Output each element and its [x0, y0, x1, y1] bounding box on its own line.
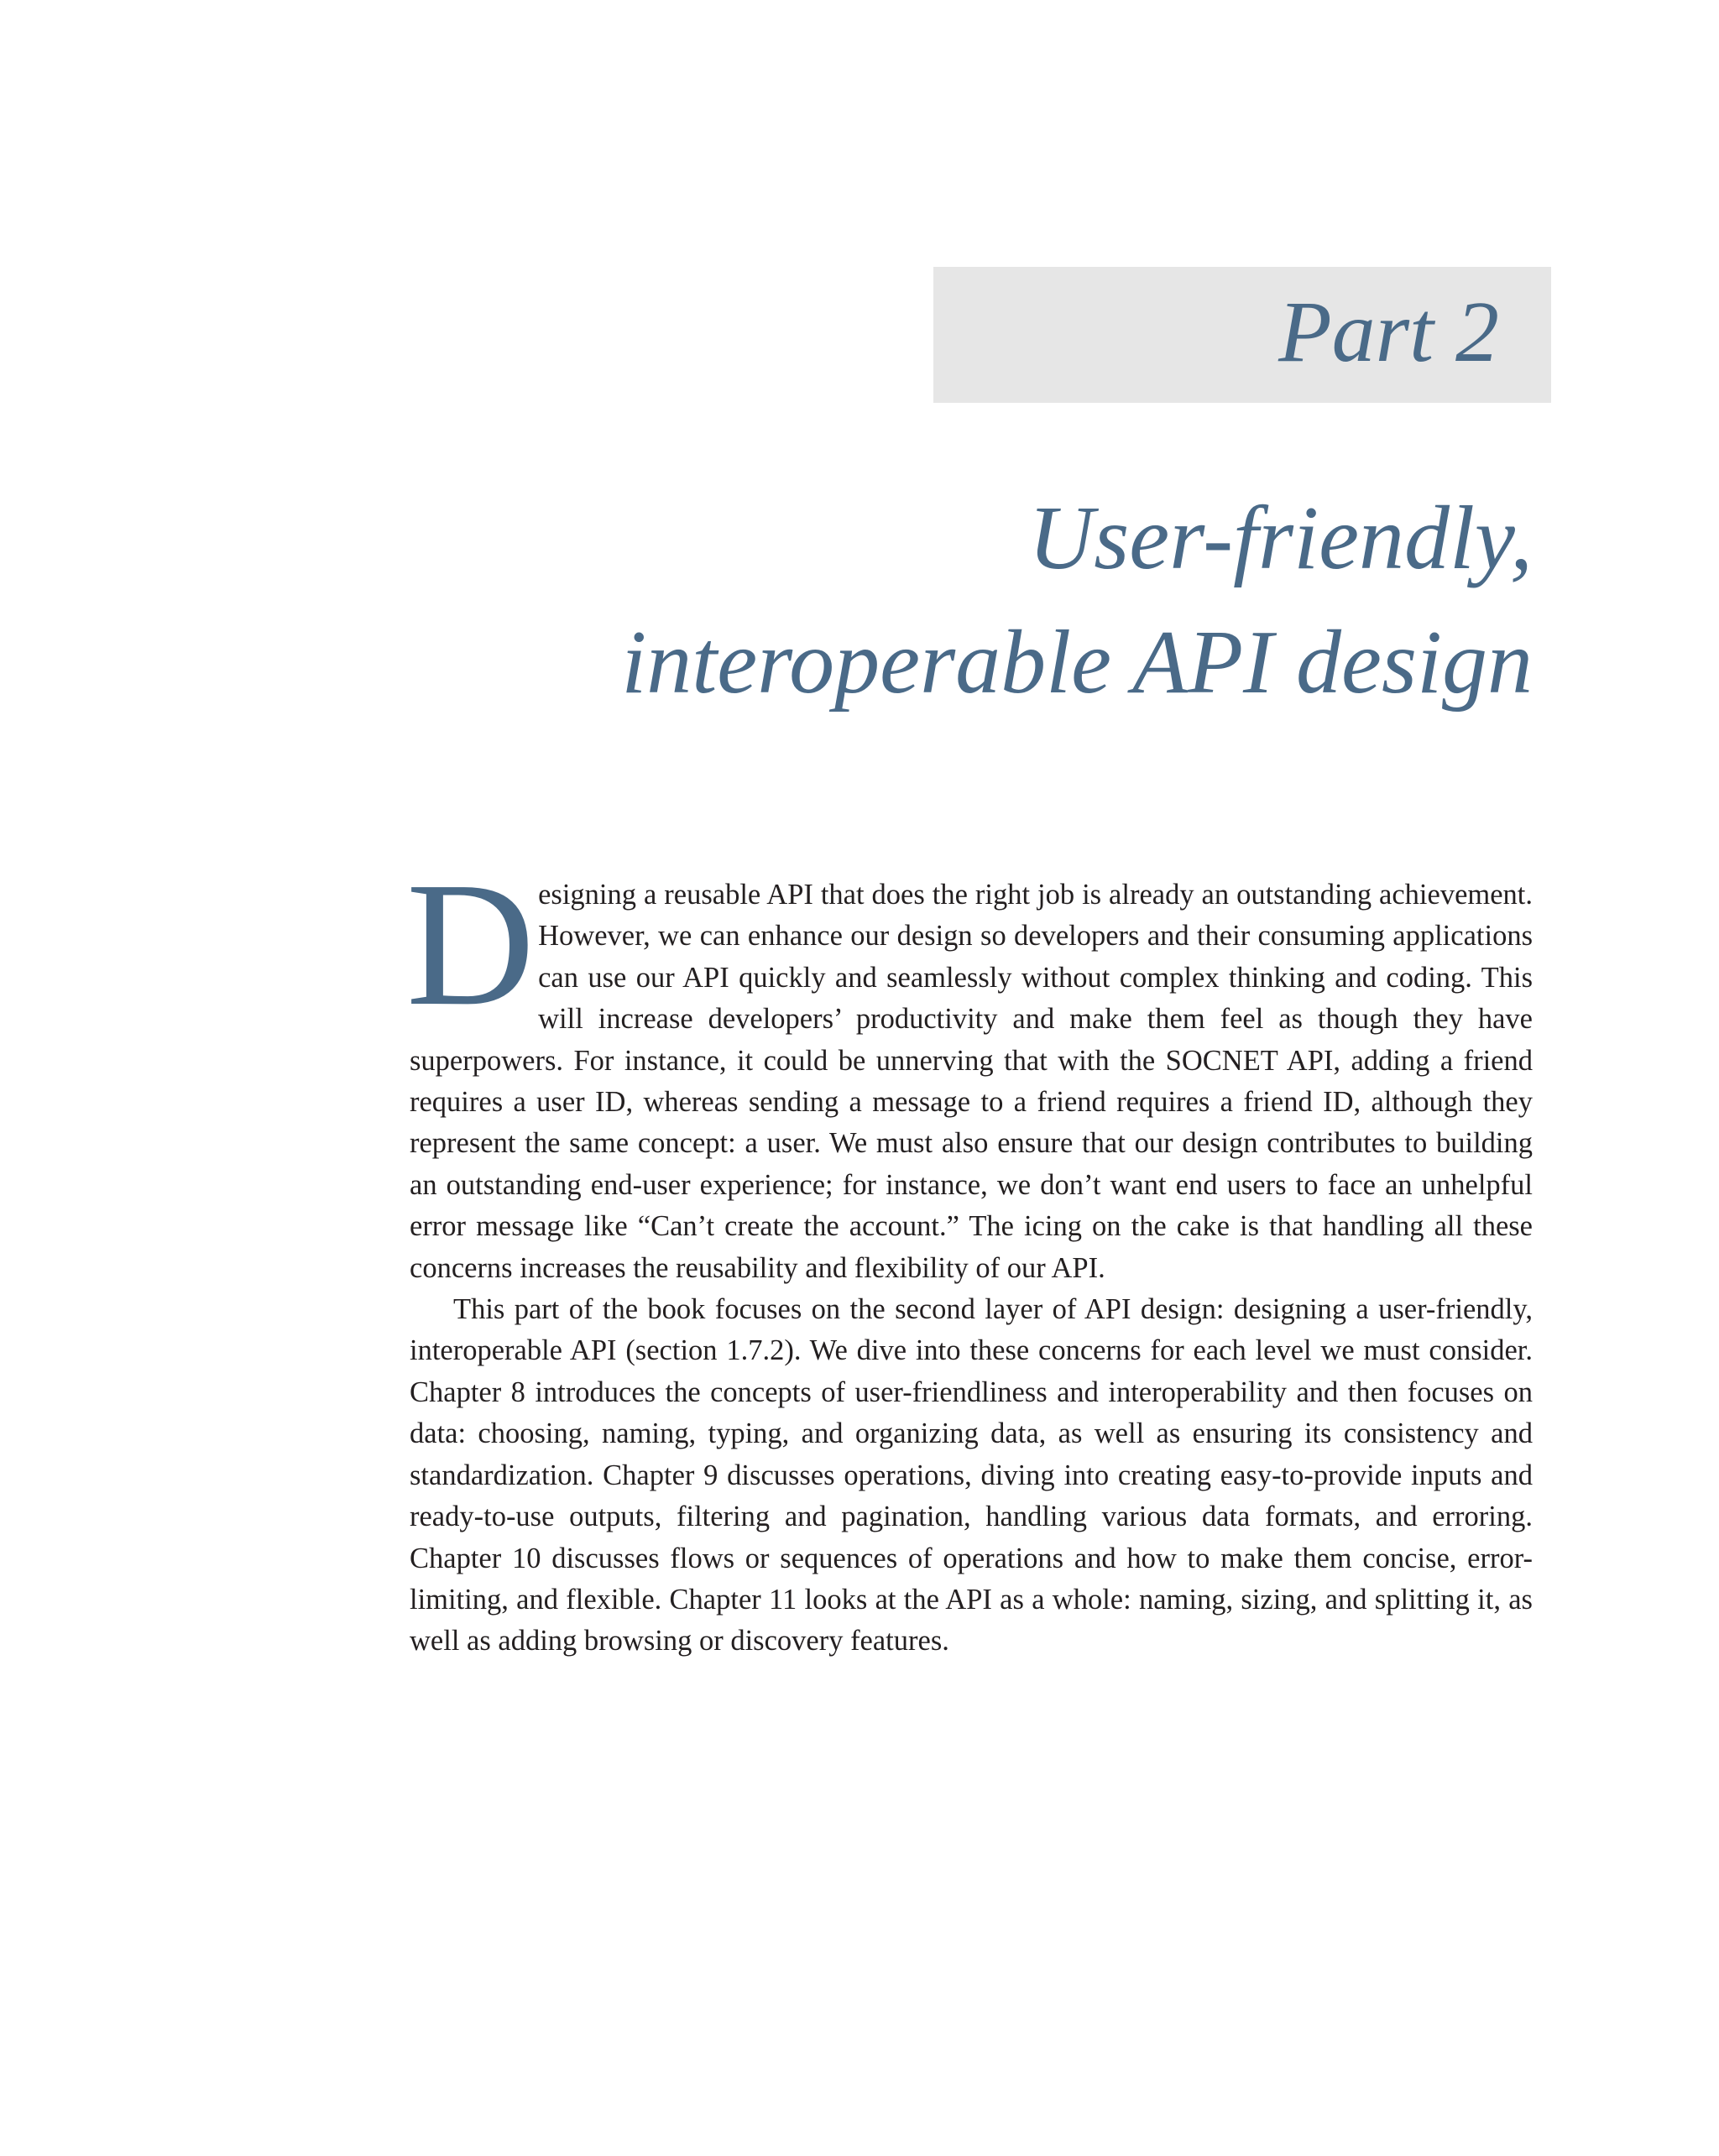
part-banner: [933, 267, 1551, 403]
part-title-line-1: User-friendly,: [1028, 488, 1533, 588]
intro-paragraph-1-text: esigning a reusable API that does the right job is already an outstanding achievement. However, we can enhance our design so developers and their consuming applications can use our API quickly and seamlessly without complex thinking and coding. This will increase developers’ productivity and make them feel as though they have superpowers. For instance, it could be unnerving that with the SOCNET API, adding a friend requires a user ID, whereas sending a message to a friend requires a friend ID, although they represent the same concept: a user. We must also ensure that our design contributes to building an outstanding end-user experience; for instance, we don’t want end users to face an unhelpful error message like “Can’t create the account.” The icing on the cake is that handling all these concerns increases the reusability and flexibility of our API.: [410, 879, 1533, 1284]
part-label: Part 2: [1278, 284, 1499, 380]
part-title-line-2: interoperable API design: [621, 613, 1533, 713]
intro-paragraph-1: [406, 845, 1533, 1289]
intro-paragraph-2: This part of the book focuses on the second layer of API design: designing a user-friendly, interoperable API (section 1.7.2). We dive into these concerns for each level we must consider. Chapter 8 introduces the concepts of user-friendliness and interoperability and then focuses on data: choosing, naming, typing, and organizing data, as well as ensuring its consistency and standardization. Chapter 9 discusses operations, diving into creating easy-to-provide inputs and ready-to-use outputs, filtering and pagination, handling various data formats, and erroring. Chapter 10 discusses flows or sequences of operations and how to make them concise, error-limiting, and flexible. Chapter 11 looks at the API as a whole: naming, sizing, and splitting it, as well as adding browsing or discovery features.: [410, 1293, 1533, 1657]
part-introduction: [406, 845, 1533, 1663]
drop-cap: D: [406, 845, 536, 1042]
part-title: [358, 477, 1533, 725]
